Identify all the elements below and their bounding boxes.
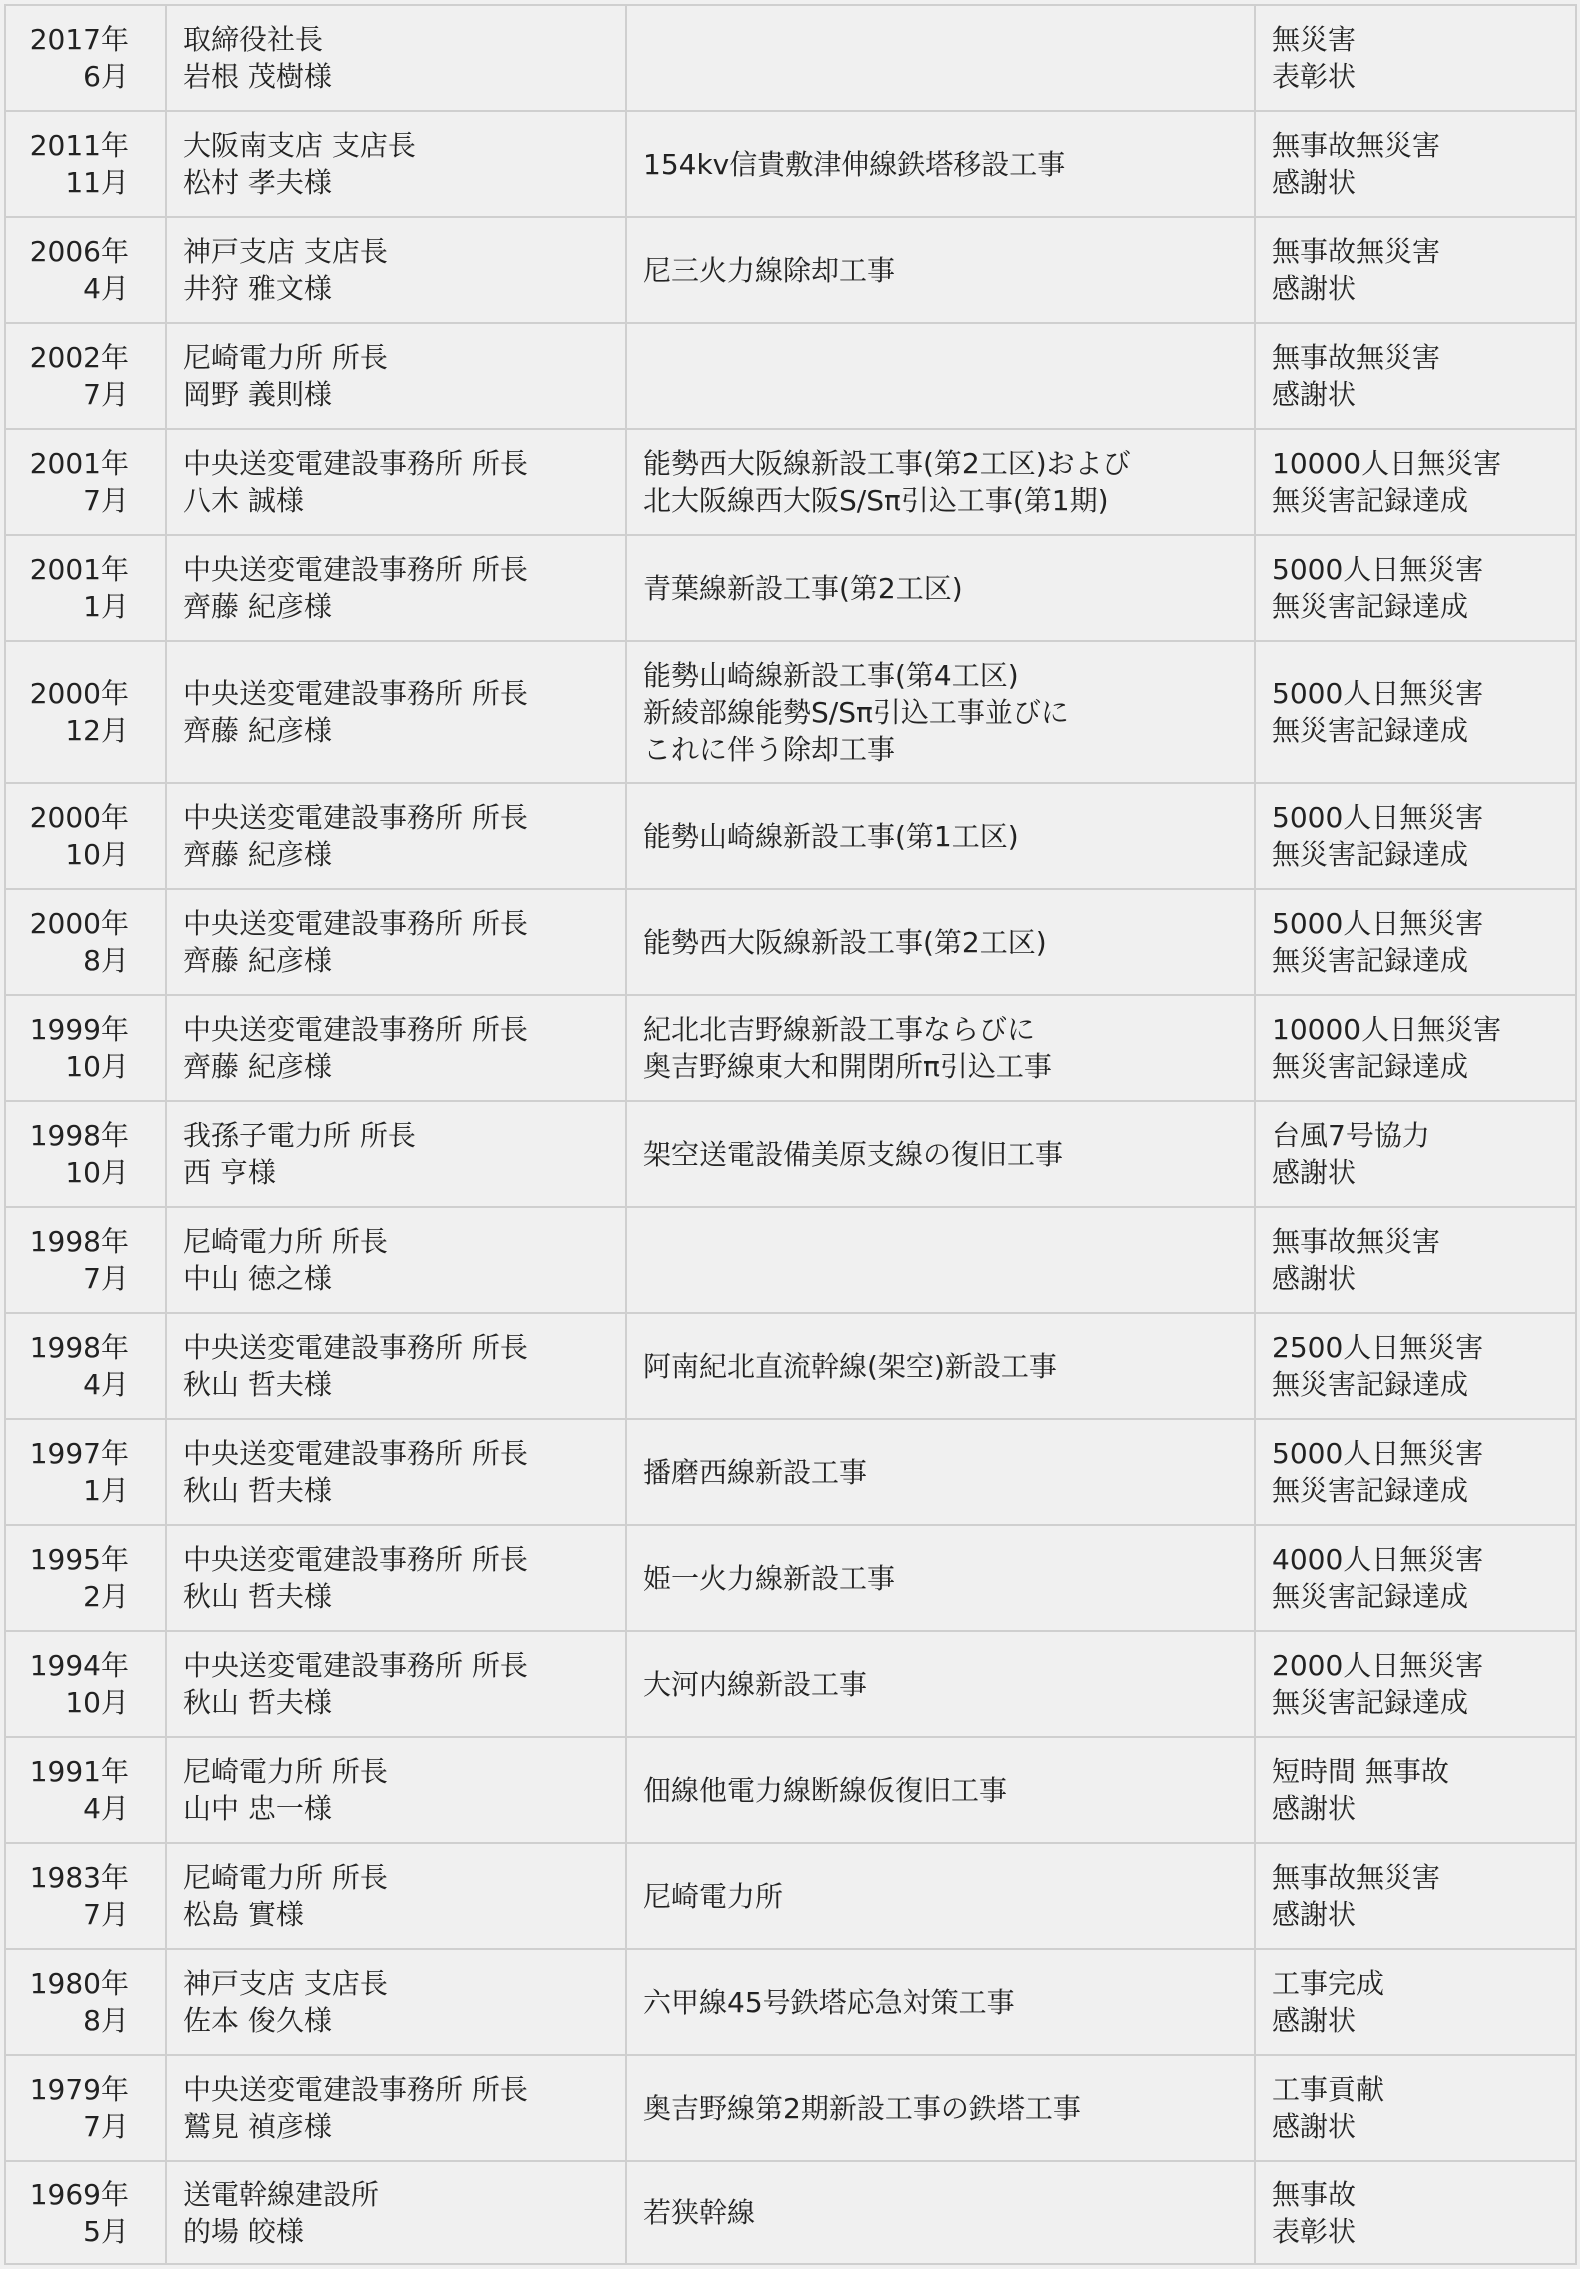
work-line: 能勢西大阪線新設工事(第2工区)および [643, 447, 1131, 480]
awards-table [4, 4, 1577, 2265]
presenter-org: 中央送変電建設事務所 所長 [183, 1543, 528, 1576]
date-cell [5, 1101, 166, 1207]
award-title: 無事故無災害 [1272, 129, 1441, 162]
date-month: 8月 [83, 2004, 129, 2037]
presenter-org: 我孫子電力所 所長 [183, 1119, 416, 1152]
work-line: 阿南紀北直流幹線(架空)新設工事 [643, 1349, 1057, 1383]
award-cell [1255, 5, 1576, 111]
work-line: 青葉線新設工事(第2工区) [643, 571, 963, 605]
date-year: 1998年 [29, 1331, 129, 1364]
work-line: 北大阪線西大阪S/Sπ引込工事(第1期) [643, 484, 1109, 517]
presenter-name: 山中 忠一様 [183, 1792, 332, 1825]
date-cell [5, 2161, 166, 2264]
award-cell [1255, 1101, 1576, 1207]
presenter-name: 西 亨様 [183, 1156, 276, 1189]
award-type: 感謝状 [1272, 2110, 1357, 2143]
award-cell [1255, 1313, 1576, 1419]
presenter-cell [166, 5, 626, 111]
date-month: 2月 [83, 1580, 129, 1613]
date-month: 11月 [65, 166, 129, 199]
date-year: 1998年 [29, 1225, 129, 1258]
date-month: 7月 [83, 378, 129, 411]
award-type: 表彰状 [1272, 60, 1357, 93]
work-line: 奥吉野線第2期新設工事の鉄塔工事 [643, 2091, 1081, 2125]
date-cell [5, 5, 166, 111]
date-cell [5, 1843, 166, 1949]
table-row [5, 889, 1576, 995]
date-month: 1月 [83, 590, 129, 623]
date-year: 2006年 [29, 235, 129, 268]
table-row [5, 1207, 1576, 1313]
award-title: 5000人日無災害 [1272, 801, 1484, 834]
award-type: 感謝状 [1272, 1792, 1357, 1825]
date-year: 1979年 [29, 2073, 129, 2106]
date-cell [5, 2055, 166, 2161]
date-month: 1月 [83, 1474, 129, 1507]
table-row [5, 217, 1576, 323]
award-title: 5000人日無災害 [1272, 553, 1484, 586]
work-line: 能勢山崎線新設工事(第1工区) [643, 819, 1019, 853]
presenter-name: 齊藤 紀彦様 [183, 838, 332, 871]
presenter-cell [166, 2161, 626, 2264]
presenter-cell [166, 1207, 626, 1313]
presenter-cell [166, 429, 626, 535]
date-month: 10月 [65, 1686, 129, 1719]
date-year: 1997年 [29, 1437, 129, 1470]
presenter-name: 井狩 雅文様 [183, 272, 332, 305]
presenter-org: 神戸支店 支店長 [183, 1967, 388, 2000]
date-month: 4月 [83, 1368, 129, 1401]
presenter-name: 齊藤 紀彦様 [183, 1050, 332, 1083]
date-year: 1998年 [29, 1119, 129, 1152]
date-year: 2000年 [29, 907, 129, 940]
date-month: 7月 [83, 1898, 129, 1931]
date-cell [5, 1737, 166, 1843]
date-cell [5, 995, 166, 1101]
date-cell [5, 1949, 166, 2055]
work-cell [626, 1843, 1255, 1949]
table-row [5, 641, 1576, 783]
presenter-name: 齊藤 紀彦様 [183, 714, 332, 747]
presenter-org: 大阪南支店 支店長 [183, 129, 416, 162]
presenter-name: 秋山 哲夫様 [183, 1474, 332, 1507]
work-line: 新綾部線能勢S/Sπ引込工事並びに [643, 695, 1069, 729]
date-month: 6月 [83, 60, 129, 93]
award-title: 無事故 [1272, 2177, 1357, 2211]
work-cell [626, 2161, 1255, 2264]
award-title: 10000人日無災害 [1272, 1013, 1502, 1046]
work-cell [626, 1207, 1255, 1313]
work-line: 佃線他電力線断線仮復旧工事 [643, 1773, 1008, 1807]
presenter-org: 中央送変電建設事務所 所長 [183, 1331, 528, 1364]
presenter-name: 的場 皎様 [183, 2214, 304, 2248]
date-month: 7月 [83, 484, 129, 517]
presenter-org: 中央送変電建設事務所 所長 [183, 677, 528, 710]
award-type: 感謝状 [1272, 1262, 1357, 1295]
award-title: 5000人日無災害 [1272, 1437, 1484, 1470]
award-cell [1255, 783, 1576, 889]
date-cell [5, 1525, 166, 1631]
date-month: 4月 [83, 272, 129, 305]
work-cell [626, 1419, 1255, 1525]
presenter-name: 松島 實様 [183, 1898, 304, 1931]
presenter-name: 八木 誠様 [183, 484, 304, 517]
date-cell [5, 111, 166, 217]
date-year: 1969年 [29, 2177, 129, 2211]
date-year: 2002年 [29, 341, 129, 374]
work-line: 紀北北吉野線新設工事ならびに [643, 1013, 1036, 1046]
award-cell [1255, 1737, 1576, 1843]
presenter-cell [166, 783, 626, 889]
table-row [5, 1101, 1576, 1207]
work-cell [626, 1525, 1255, 1631]
award-cell [1255, 1207, 1576, 1313]
award-cell [1255, 111, 1576, 217]
presenter-cell [166, 1949, 626, 2055]
presenter-cell [166, 1313, 626, 1419]
date-cell [5, 1419, 166, 1525]
date-cell [5, 323, 166, 429]
award-title: 10000人日無災害 [1272, 447, 1502, 480]
award-cell [1255, 995, 1576, 1101]
presenter-cell [166, 323, 626, 429]
award-cell [1255, 1525, 1576, 1631]
table-row [5, 1525, 1576, 1631]
presenter-cell [166, 1525, 626, 1631]
presenter-name: 秋山 哲夫様 [183, 1580, 332, 1613]
presenter-cell [166, 217, 626, 323]
presenter-cell [166, 111, 626, 217]
presenter-org: 尼崎電力所 所長 [183, 341, 388, 374]
award-title: 5000人日無災害 [1272, 677, 1484, 710]
work-cell [626, 5, 1255, 111]
awards-table-body [5, 5, 1576, 2264]
date-year: 1995年 [29, 1543, 129, 1576]
work-line: 架空送電設備美原支線の復旧工事 [643, 1137, 1064, 1171]
presenter-org: 尼崎電力所 所長 [183, 1755, 388, 1788]
presenter-org: 中央送変電建設事務所 所長 [183, 1013, 528, 1046]
presenter-cell [166, 1419, 626, 1525]
table-row [5, 995, 1576, 1101]
work-line: 尼崎電力所 [643, 1879, 784, 1913]
table-row [5, 783, 1576, 889]
work-line: 播磨西線新設工事 [643, 1455, 868, 1489]
table-row [5, 2161, 1576, 2264]
date-month: 4月 [83, 1792, 129, 1825]
presenter-org: 中央送変電建設事務所 所長 [183, 447, 528, 480]
award-cell [1255, 1843, 1576, 1949]
date-month: 8月 [83, 944, 129, 977]
presenter-name: 鷲見 禎彦様 [183, 2110, 332, 2143]
presenter-cell [166, 1843, 626, 1949]
award-type: 無災害記録達成 [1272, 1368, 1469, 1401]
presenter-cell [166, 2055, 626, 2161]
award-title: 短時間 無事故 [1272, 1755, 1449, 1788]
date-year: 2001年 [29, 553, 129, 586]
date-cell [5, 641, 166, 783]
work-cell [626, 323, 1255, 429]
date-year: 2017年 [29, 23, 129, 56]
table-row [5, 1631, 1576, 1737]
award-type: 無災害記録達成 [1272, 714, 1469, 747]
table-row [5, 535, 1576, 641]
date-year: 1999年 [29, 1013, 129, 1046]
presenter-org: 中央送変電建設事務所 所長 [183, 801, 528, 834]
award-title: 工事貢献 [1272, 2073, 1385, 2106]
date-cell [5, 889, 166, 995]
table-row [5, 429, 1576, 535]
work-line: 若狭幹線 [643, 2196, 756, 2229]
award-title: 台風7号協力 [1272, 1119, 1430, 1152]
presenter-cell [166, 995, 626, 1101]
award-cell [1255, 641, 1576, 783]
date-month: 7月 [83, 2110, 129, 2143]
award-type: 無災害記録達成 [1272, 1050, 1469, 1083]
presenter-name: 秋山 哲夫様 [183, 1368, 332, 1401]
presenter-org: 送電幹線建設所 [183, 2177, 380, 2211]
date-month: 10月 [65, 1156, 129, 1189]
award-cell [1255, 1631, 1576, 1737]
award-type: 感謝状 [1272, 378, 1357, 411]
award-title: 無事故無災害 [1272, 1225, 1441, 1258]
presenter-org: 神戸支店 支店長 [183, 235, 388, 268]
work-cell [626, 1737, 1255, 1843]
award-type: 感謝状 [1272, 2004, 1357, 2037]
presenter-org: 取締役社長 [183, 23, 324, 56]
date-month: 10月 [65, 1050, 129, 1083]
award-type: 表彰状 [1272, 2214, 1357, 2248]
presenter-org: 中央送変電建設事務所 所長 [183, 553, 528, 586]
award-title: 無事故無災害 [1272, 235, 1441, 268]
presenter-org: 尼崎電力所 所長 [183, 1225, 388, 1258]
work-cell [626, 889, 1255, 995]
award-type: 感謝状 [1272, 1156, 1357, 1189]
date-year: 1991年 [29, 1755, 129, 1788]
work-cell [626, 1949, 1255, 2055]
date-cell [5, 429, 166, 535]
date-year: 1983年 [29, 1861, 129, 1894]
table-row [5, 1419, 1576, 1525]
work-line: これに伴う除却工事 [643, 732, 896, 766]
presenter-name: 齊藤 紀彦様 [183, 590, 332, 623]
date-month: 5月 [83, 2214, 129, 2248]
date-year: 2000年 [29, 677, 129, 710]
presenter-cell [166, 1101, 626, 1207]
award-cell [1255, 323, 1576, 429]
award-title: 5000人日無災害 [1272, 907, 1484, 940]
award-cell [1255, 217, 1576, 323]
work-line: 姫一火力線新設工事 [643, 1561, 896, 1595]
award-type: 感謝状 [1272, 272, 1357, 305]
presenter-org: 尼崎電力所 所長 [183, 1861, 388, 1894]
table-row [5, 323, 1576, 429]
work-line: 尼三火力線除却工事 [643, 253, 896, 287]
presenter-org: 中央送変電建設事務所 所長 [183, 1649, 528, 1682]
presenter-name: 松村 孝夫様 [183, 166, 332, 199]
date-year: 2011年 [29, 129, 129, 162]
award-type: 無災害記録達成 [1272, 590, 1469, 623]
work-cell [626, 217, 1255, 323]
award-type: 無災害記録達成 [1272, 1474, 1469, 1507]
presenter-name: 佐本 俊久様 [183, 2004, 332, 2037]
table-row [5, 1313, 1576, 1419]
work-cell [626, 2055, 1255, 2161]
award-title: 無災害 [1272, 23, 1357, 56]
table-row [5, 2055, 1576, 2161]
date-cell [5, 535, 166, 641]
work-cell [626, 1101, 1255, 1207]
presenter-org: 中央送変電建設事務所 所長 [183, 907, 528, 940]
award-type: 無災害記録達成 [1272, 1686, 1469, 1719]
presenter-org: 中央送変電建設事務所 所長 [183, 1437, 528, 1470]
date-year: 2000年 [29, 801, 129, 834]
award-title: 工事完成 [1272, 1967, 1385, 2000]
work-cell [626, 641, 1255, 783]
presenter-name: 岩根 茂樹様 [183, 60, 332, 93]
date-cell [5, 1313, 166, 1419]
work-cell [626, 783, 1255, 889]
work-line: 能勢山崎線新設工事(第4工区) [643, 658, 1019, 692]
award-type: 無災害記録達成 [1272, 838, 1469, 871]
award-type: 無災害記録達成 [1272, 484, 1469, 517]
award-type: 無災害記録達成 [1272, 1580, 1469, 1613]
work-line: 能勢西大阪線新設工事(第2工区) [643, 925, 1047, 959]
award-type: 感謝状 [1272, 1898, 1357, 1931]
award-cell [1255, 889, 1576, 995]
date-year: 1994年 [29, 1649, 129, 1682]
work-cell [626, 1313, 1255, 1419]
award-title: 2500人日無災害 [1272, 1331, 1484, 1364]
date-month: 7月 [83, 1262, 129, 1295]
table-row [5, 111, 1576, 217]
presenter-cell [166, 641, 626, 783]
work-cell [626, 995, 1255, 1101]
presenter-name: 中山 徳之様 [183, 1262, 332, 1295]
award-cell [1255, 535, 1576, 641]
work-cell [626, 429, 1255, 535]
date-cell [5, 783, 166, 889]
award-cell [1255, 429, 1576, 535]
work-line: 奥吉野線東大和開閉所π引込工事 [643, 1050, 1052, 1083]
date-year: 2001年 [29, 447, 129, 480]
presenter-cell [166, 1631, 626, 1737]
presenter-cell [166, 535, 626, 641]
work-cell [626, 535, 1255, 641]
presenter-cell [166, 1737, 626, 1843]
award-title: 無事故無災害 [1272, 341, 1441, 374]
date-cell [5, 217, 166, 323]
table-row [5, 5, 1576, 111]
date-cell [5, 1207, 166, 1313]
award-cell [1255, 2161, 1576, 2264]
table-row [5, 1949, 1576, 2055]
date-month: 12月 [65, 714, 129, 747]
date-year: 1980年 [29, 1967, 129, 2000]
work-cell [626, 111, 1255, 217]
award-title: 2000人日無災害 [1272, 1649, 1484, 1682]
award-title: 4000人日無災害 [1272, 1543, 1484, 1576]
award-title: 無事故無災害 [1272, 1861, 1441, 1894]
work-line: 六甲線45号鉄塔応急対策工事 [643, 1985, 1015, 2019]
award-cell [1255, 1419, 1576, 1525]
work-line: 154kv信貴敷津伸線鉄塔移設工事 [643, 147, 1066, 181]
presenter-org: 中央送変電建設事務所 所長 [183, 2073, 528, 2106]
work-cell [626, 1631, 1255, 1737]
award-cell [1255, 1949, 1576, 2055]
award-type: 感謝状 [1272, 166, 1357, 199]
award-type: 無災害記録達成 [1272, 944, 1469, 977]
date-cell [5, 1631, 166, 1737]
presenter-cell [166, 889, 626, 995]
award-cell [1255, 2055, 1576, 2161]
work-line: 大河内線新設工事 [643, 1667, 868, 1701]
presenter-name: 秋山 哲夫様 [183, 1686, 332, 1719]
table-row [5, 1737, 1576, 1843]
presenter-name: 岡野 義則様 [183, 378, 332, 411]
table-row [5, 1843, 1576, 1949]
date-month: 10月 [65, 838, 129, 871]
presenter-name: 齊藤 紀彦様 [183, 944, 332, 977]
